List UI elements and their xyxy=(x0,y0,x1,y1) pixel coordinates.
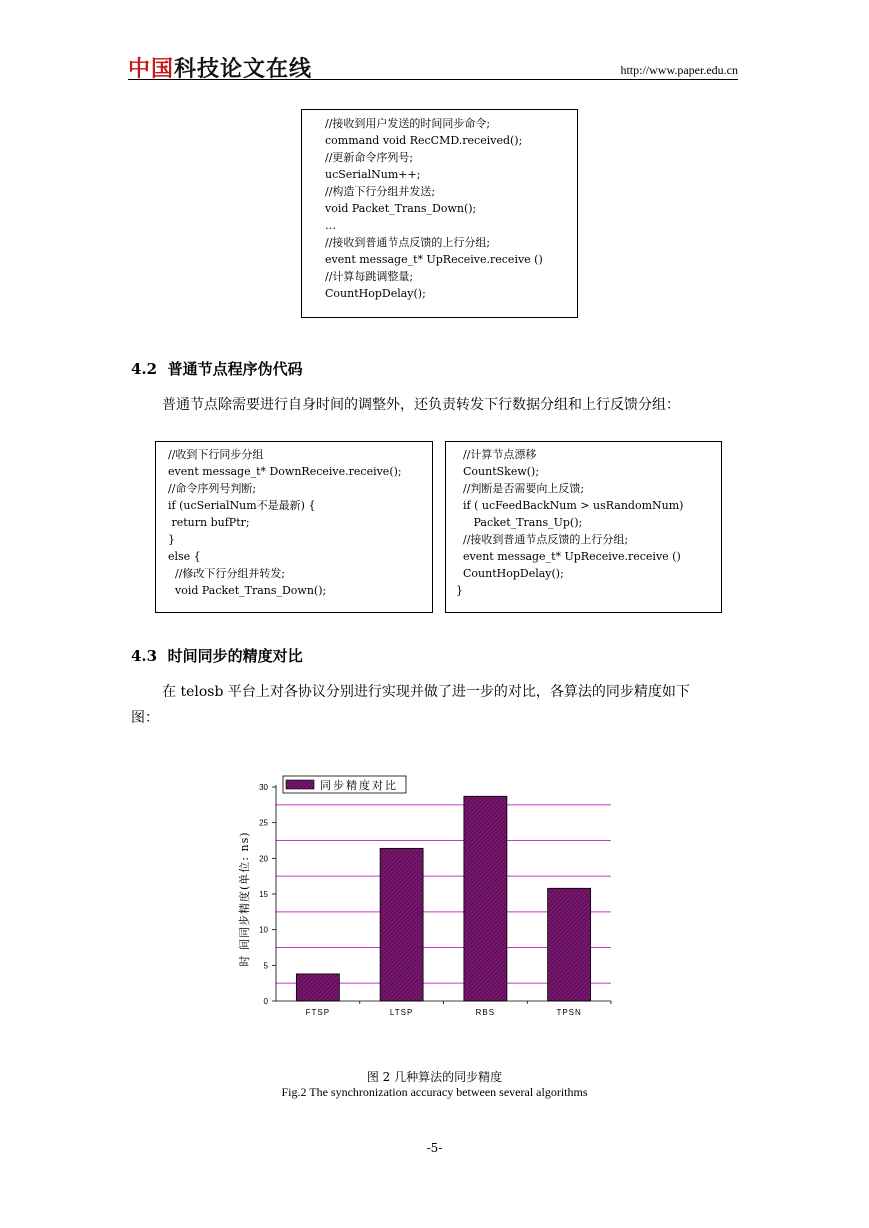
code-line: } xyxy=(168,533,175,546)
section-number: 4.3 xyxy=(131,647,158,665)
x-tick-label: LTSP xyxy=(389,1008,414,1017)
code-line: CountHopDelay(); xyxy=(325,287,426,300)
y-tick-label: 30 xyxy=(259,783,268,792)
code-line: ucSerialNum++; xyxy=(325,168,421,181)
code-line: else { xyxy=(168,550,201,563)
header-url[interactable]: http://www.paper.edu.cn xyxy=(620,63,738,77)
header-rule xyxy=(128,79,738,80)
section-heading-4-2 xyxy=(131,358,303,379)
code-line: event message_t* UpReceive.receive () xyxy=(456,550,681,563)
y-tick-label: 25 xyxy=(259,818,268,828)
section-number: 4.2 xyxy=(131,360,158,378)
bar-ltsp xyxy=(380,848,423,1001)
code-line: event message_t* DownReceive.receive(); xyxy=(168,465,402,478)
x-tick-label: RBS xyxy=(475,1008,496,1017)
code-line: if (ucSerialNum不是最新) { xyxy=(168,499,316,512)
code-line: //计算每跳调整量; xyxy=(325,270,414,283)
code-line: //构造下行分组并发送; xyxy=(325,185,436,198)
code-line: //接收到用户发送的时间同步命令; xyxy=(325,117,491,130)
code-line: void Packet_Trans_Down(); xyxy=(325,202,477,215)
code-block-count-skew xyxy=(445,441,722,613)
section-4-3-paragraph-line2: 图： xyxy=(131,710,159,726)
code-line: //收到下行同步分组 xyxy=(168,448,264,461)
figure-caption-cn: 图 2 几种算法的同步精度 xyxy=(366,1070,503,1084)
figure-caption-en: Fig.2 The synchronization accuracy between several algorithms xyxy=(281,1085,588,1099)
logo-red-text: 中国 xyxy=(128,57,175,82)
code-line: CountHopDelay(); xyxy=(456,567,564,580)
section-4-3-paragraph-line1: 在 telosb 平台上对各协议分别进行实现并做了进一步的对比，各算法的同步精度如下 xyxy=(162,684,690,700)
x-tick-label: TPSN xyxy=(556,1008,582,1017)
y-tick-label: 15 xyxy=(259,890,268,899)
logo-black-text: 科技论文在线 xyxy=(174,57,313,82)
legend-swatch xyxy=(286,780,314,789)
legend-label: 同步精度对比 xyxy=(320,779,398,792)
bar-tpsn xyxy=(548,888,591,1001)
y-axis-label: 时 间同步精度(单位: ns) xyxy=(238,831,251,967)
code-line: void Packet_Trans_Down(); xyxy=(168,584,327,597)
bar-ftsp xyxy=(296,974,339,1001)
code-line: if ( ucFeedBackNum > usRandomNum) xyxy=(456,499,684,512)
section-4-2-paragraph: 普通节点除需要进行自身时间的调整外，还负责转发下行数据分组和上行反馈分组： xyxy=(162,397,680,413)
y-tick-label: 0 xyxy=(263,997,268,1006)
x-tick-label: FTSP xyxy=(305,1008,331,1017)
y-tick-label: 5 xyxy=(263,961,268,971)
code-block-down-receive xyxy=(155,441,433,613)
bar-rbs xyxy=(464,796,507,1001)
code-line: //修改下行分组并转发; xyxy=(168,567,286,580)
code-line: //命令序列号判断; xyxy=(168,482,257,495)
section-heading-4-3 xyxy=(131,645,303,666)
code-line: Packet_Trans_Up(); xyxy=(456,516,583,529)
code-line: command void RecCMD.received(); xyxy=(325,134,523,147)
code-line: event message_t* UpReceive.receive () xyxy=(325,253,543,266)
code-block-user-command xyxy=(301,109,578,318)
code-line: //接收到普通节点反馈的上行分组; xyxy=(325,236,491,249)
code-line: … xyxy=(325,219,336,232)
bar-chart xyxy=(228,770,628,1030)
code-line: //计算节点漂移 xyxy=(456,448,537,461)
section-title: 普通节点程序伪代码 xyxy=(167,360,303,378)
code-line: return bufPtr; xyxy=(168,516,250,529)
section-title: 时间同步的精度对比 xyxy=(167,647,303,665)
code-line: //更新命令序列号; xyxy=(325,151,414,164)
code-line: //判断是否需要向上反馈; xyxy=(456,482,585,495)
code-line: //接收到普通节点反馈的上行分组; xyxy=(456,533,629,546)
y-tick-label: 10 xyxy=(259,925,268,935)
y-tick-label: 20 xyxy=(259,854,268,864)
page-number: -5- xyxy=(426,1141,443,1155)
code-line: } xyxy=(456,584,463,597)
code-line: CountSkew(); xyxy=(456,465,540,478)
